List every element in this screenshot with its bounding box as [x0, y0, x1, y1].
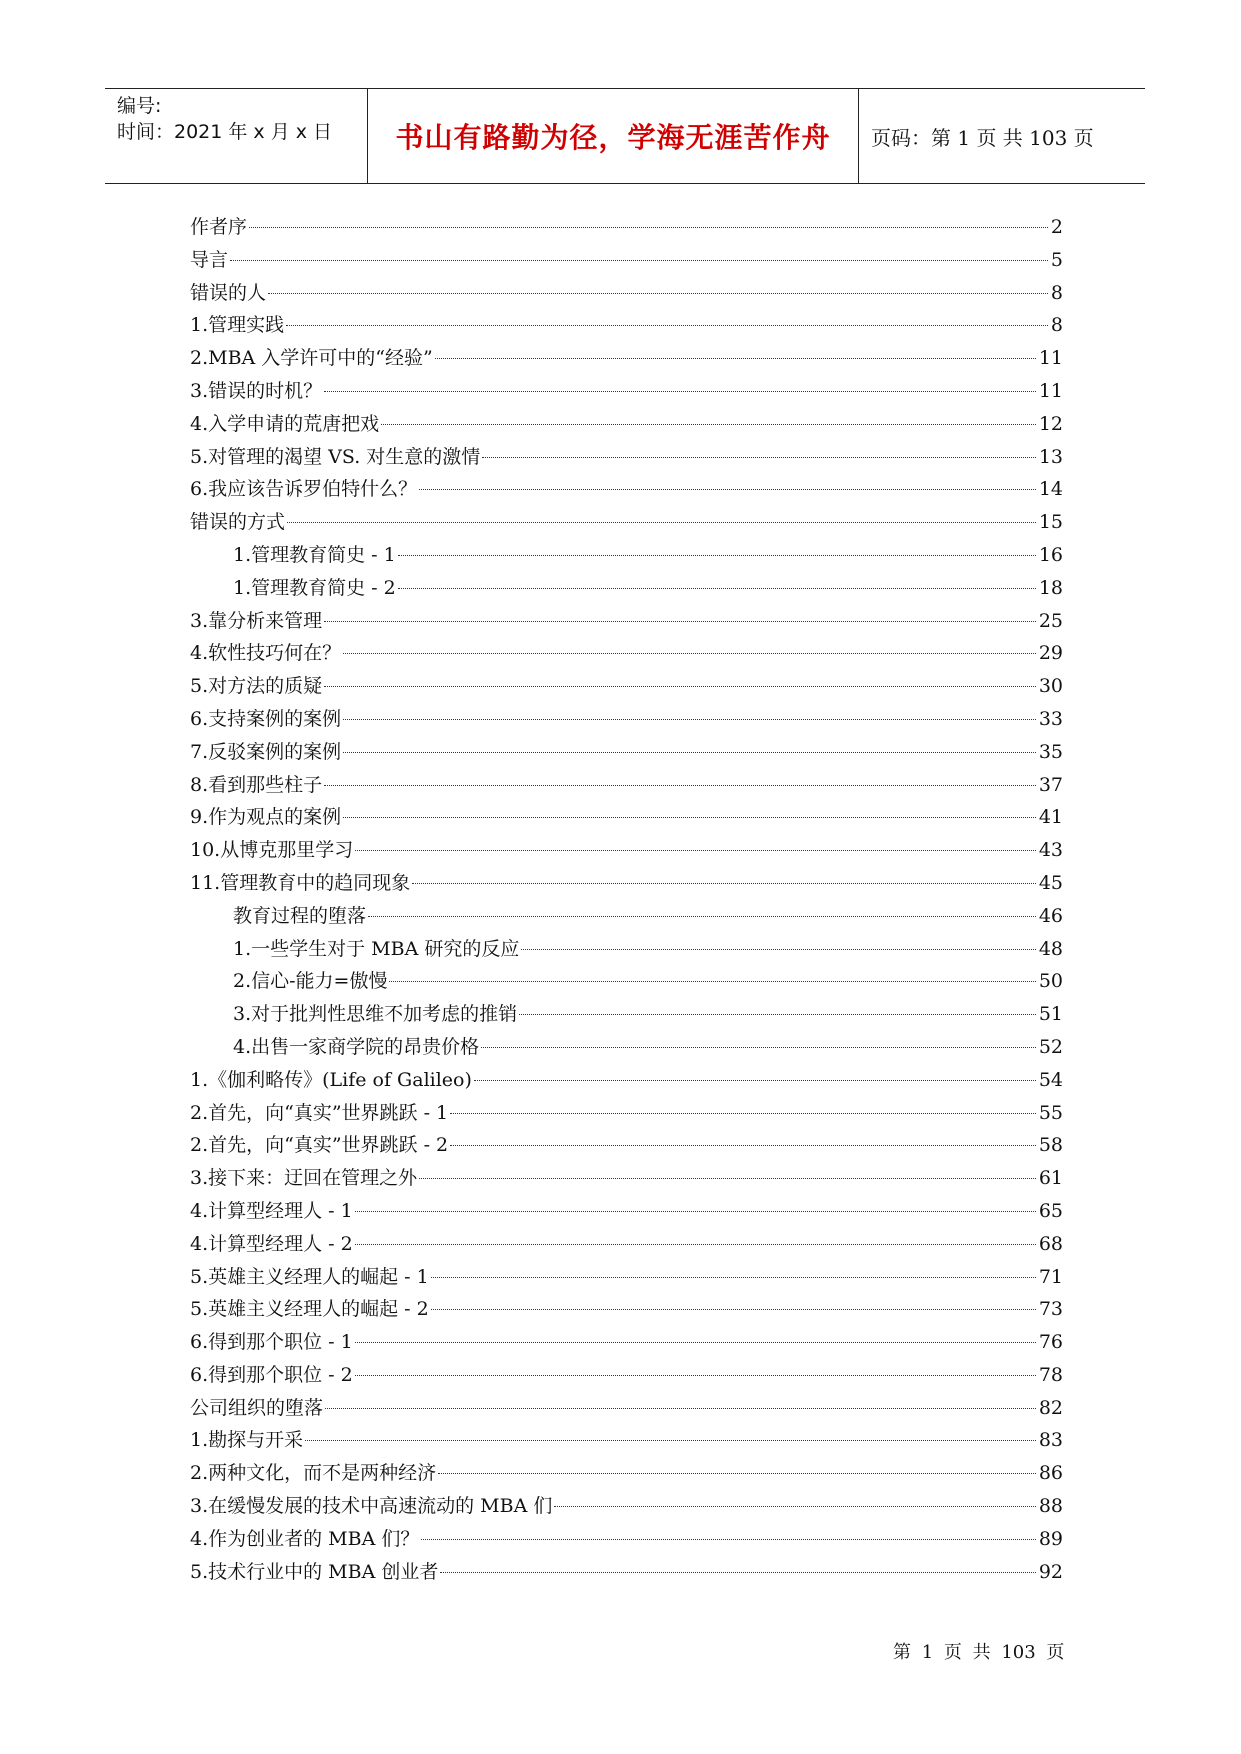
toc-entry-title: 4.计算型经理人 - 1 [190, 1199, 353, 1222]
toc-dot-leader [381, 424, 1036, 425]
toc-dot-leader [431, 1309, 1036, 1310]
toc-entry-title: 1.管理教育简史 - 2 [233, 576, 396, 599]
toc-dot-leader [355, 850, 1036, 851]
toc-dot-leader [249, 227, 1048, 228]
toc-entry-title: 错误的人 [190, 281, 267, 304]
toc-entry-title: 4.入学申请的荒唐把戏 [190, 412, 380, 435]
toc-entry[interactable] [190, 966, 1063, 999]
toc-entry-page: 86 [1038, 1462, 1063, 1485]
toc-entry-title: 4.计算型经理人 - 2 [190, 1232, 353, 1255]
toc-dot-leader [419, 489, 1036, 490]
toc-entry[interactable] [190, 901, 1063, 934]
page-header [105, 88, 1145, 184]
toc-dot-leader [343, 817, 1036, 818]
toc-entry-page: 11 [1038, 379, 1063, 402]
toc-entry[interactable] [190, 1491, 1063, 1524]
toc-dot-leader [355, 1342, 1036, 1343]
toc-entry-page: 29 [1038, 642, 1063, 665]
toc-entry-page: 2 [1050, 216, 1063, 238]
document-number-label: 编号: [117, 95, 162, 117]
toc-entry[interactable] [190, 1393, 1063, 1426]
toc-entry-page: 73 [1038, 1298, 1063, 1321]
toc-entry-title: 1.一些学生对于 MBA 研究的反应 [233, 937, 520, 960]
toc-entry-title: 错误的方式 [190, 511, 286, 534]
toc-dot-leader [521, 949, 1035, 950]
toc-entry-title: 10.从博克那里学习 [190, 839, 354, 862]
toc-entry-page: 58 [1038, 1134, 1063, 1157]
toc-dot-leader [287, 522, 1036, 523]
toc-dot-leader [450, 1145, 1036, 1146]
toc-entry-title: 6.我应该告诉罗伯特什么？ [190, 478, 418, 501]
toc-entry-title: 5.英雄主义经理人的崛起 - 1 [190, 1265, 429, 1288]
toc-entry[interactable] [190, 704, 1063, 737]
toc-entry-page: 8 [1050, 281, 1063, 304]
toc-entry[interactable] [190, 835, 1063, 868]
toc-entry-page: 82 [1038, 1396, 1063, 1419]
toc-entry-title: 4.作为创业者的 MBA 们？ [190, 1527, 420, 1550]
toc-dot-leader [435, 358, 1036, 359]
toc-dot-leader [324, 391, 1036, 392]
toc-entry-title: 1.勘探与开采 [190, 1429, 304, 1452]
toc-entry-page: 12 [1038, 412, 1063, 435]
toc-dot-leader [286, 325, 1048, 326]
toc-entry-title: 2.首先，向“真实”世界跳跃 - 1 [190, 1101, 449, 1124]
toc-entry-page: 55 [1038, 1101, 1063, 1124]
toc-entry-page: 50 [1038, 970, 1063, 993]
toc-entry-page: 43 [1038, 839, 1063, 862]
toc-entry-title: 5.技术行业中的 MBA 创业者 [190, 1560, 439, 1583]
toc-entry[interactable] [190, 934, 1063, 967]
toc-entry[interactable] [190, 507, 1063, 540]
toc-entry-page: 33 [1038, 707, 1063, 730]
toc-dot-leader [412, 883, 1036, 884]
toc-entry-title: 3.靠分析来管理 [190, 609, 323, 632]
toc-entry-page: 61 [1038, 1167, 1063, 1190]
toc-entry-title: 导言 [190, 248, 229, 271]
toc-entry[interactable] [190, 737, 1063, 770]
toc-entry-title: 5.对管理的渴望 VS. 对生意的激情 [190, 445, 481, 468]
toc-entry-page: 51 [1038, 1003, 1063, 1026]
toc-entry-title: 7.反驳案例的案例 [190, 740, 342, 763]
toc-entry[interactable] [190, 1229, 1063, 1262]
toc-entry-page: 89 [1038, 1527, 1063, 1550]
toc-entry[interactable] [190, 1524, 1063, 1557]
toc-dot-leader [368, 916, 1036, 917]
toc-entry[interactable] [190, 1294, 1063, 1327]
toc-entry-title: 4.软性技巧何在？ [190, 642, 342, 665]
toc-entry[interactable] [190, 573, 1063, 606]
toc-entry[interactable] [190, 1130, 1063, 1163]
toc-entry[interactable] [190, 310, 1063, 343]
toc-dot-leader [481, 1047, 1036, 1048]
document-date: 时间：2021 年 x 月 x 日 [117, 121, 333, 143]
toc-entry[interactable] [190, 409, 1063, 442]
toc-entry-page: 83 [1038, 1429, 1063, 1452]
toc-dot-leader [440, 1572, 1035, 1573]
toc-dot-leader [419, 1178, 1036, 1179]
toc-entry-title: 11.管理教育中的趋同现象 [190, 871, 411, 894]
toc-dot-leader [431, 1277, 1036, 1278]
toc-entry[interactable] [190, 1327, 1063, 1360]
toc-entry-page: 78 [1038, 1363, 1063, 1386]
toc-entry-page: 18 [1038, 576, 1063, 599]
toc-dot-leader [438, 1473, 1036, 1474]
toc-entry[interactable] [190, 1065, 1063, 1098]
toc-entry-title: 公司组织的堕落 [190, 1396, 324, 1419]
toc-dot-leader [268, 293, 1048, 294]
toc-entry-page: 76 [1038, 1331, 1063, 1354]
toc-entry[interactable] [190, 1360, 1063, 1393]
toc-entry-page: 16 [1038, 543, 1063, 566]
toc-entry-title: 6.得到那个职位 - 2 [190, 1363, 353, 1386]
toc-dot-leader [554, 1506, 1035, 1507]
toc-entry[interactable] [190, 802, 1063, 835]
toc-dot-leader [325, 1408, 1036, 1409]
toc-dot-leader [389, 981, 1035, 982]
toc-entry-page: 48 [1038, 937, 1063, 960]
toc-entry-title: 3.对于批判性思维不加考虑的推销 [233, 1003, 518, 1026]
toc-entry-page: 65 [1038, 1199, 1063, 1222]
header-meta [105, 89, 368, 183]
toc-entry-title: 2.首先，向“真实”世界跳跃 - 2 [190, 1134, 449, 1157]
toc-entry-title: 3.接下来：迂回在管理之外 [190, 1167, 418, 1190]
toc-entry[interactable] [190, 1032, 1063, 1065]
toc-dot-leader [305, 1440, 1036, 1441]
toc-entry-page: 71 [1038, 1265, 1063, 1288]
toc-entry[interactable] [190, 999, 1063, 1032]
toc-dot-leader [398, 555, 1036, 556]
page-footer: 第 1 页 共 103 页 [893, 1642, 1065, 1663]
toc-entry[interactable] [190, 540, 1063, 573]
toc-entry-title: 6.得到那个职位 - 1 [190, 1331, 353, 1354]
toc-entry-title: 2.MBA 入学许可中的“经验” [190, 347, 433, 370]
header-page-info: 页码：第 1 页 共 103 页 [871, 125, 1094, 150]
toc-entry-page: 92 [1038, 1560, 1063, 1583]
toc-entry-page: 35 [1038, 740, 1063, 763]
toc-entry-page: 68 [1038, 1232, 1063, 1255]
toc-entry-page: 8 [1050, 314, 1063, 337]
toc-entry[interactable] [190, 1557, 1063, 1590]
toc-entry[interactable] [190, 474, 1063, 507]
toc-dot-leader [355, 1211, 1036, 1212]
toc-dot-leader [324, 785, 1036, 786]
toc-entry[interactable] [190, 376, 1063, 409]
toc-dot-leader [343, 719, 1036, 720]
toc-entry-page: 46 [1038, 904, 1063, 927]
toc-entry-page: 41 [1038, 806, 1063, 829]
toc-entry-title: 5.对方法的质疑 [190, 675, 323, 698]
toc-entry-title: 1.管理教育简史 - 1 [233, 543, 396, 566]
toc-entry-page: 88 [1038, 1495, 1063, 1518]
toc-entry[interactable] [190, 278, 1063, 311]
toc-dot-leader [324, 621, 1036, 622]
toc-entry-title: 2.信心-能力=傲慢 [233, 970, 388, 993]
toc-dot-leader [355, 1244, 1036, 1245]
toc-entry-title: 作者序 [190, 216, 248, 238]
toc-entry[interactable] [190, 671, 1063, 704]
toc-entry-title: 5.英雄主义经理人的崛起 - 2 [190, 1298, 429, 1321]
toc-entry-title: 4.出售一家商学院的昂贵价格 [233, 1035, 480, 1058]
toc-dot-leader [421, 1539, 1035, 1540]
toc-entry-title: 9.作为观点的案例 [190, 806, 342, 829]
toc-entry-page: 13 [1038, 445, 1063, 468]
toc-dot-leader [324, 686, 1036, 687]
toc-entry[interactable] [190, 1098, 1063, 1131]
toc-entry[interactable] [190, 606, 1063, 639]
header-motto: 书山有路勤为径，学海无涯苦作舟 [368, 89, 859, 183]
toc-entry-title: 教育过程的堕落 [233, 904, 367, 927]
toc-dot-leader [343, 653, 1036, 654]
toc-entry-page: 45 [1038, 871, 1063, 894]
toc-entry[interactable] [190, 212, 1063, 245]
toc-entry[interactable] [190, 638, 1063, 671]
toc-entry-title: 1.管理实践 [190, 314, 285, 337]
table-of-contents [190, 212, 1063, 1589]
toc-entry-page: 15 [1038, 511, 1063, 534]
toc-entry[interactable] [190, 1458, 1063, 1491]
toc-entry[interactable] [190, 343, 1063, 376]
toc-entry[interactable] [190, 1196, 1063, 1229]
toc-entry[interactable] [190, 1163, 1063, 1196]
toc-dot-leader [519, 1014, 1036, 1015]
toc-dot-leader [398, 588, 1036, 589]
toc-dot-leader [482, 457, 1036, 458]
toc-dot-leader [355, 1375, 1036, 1376]
toc-entry-page: 5 [1050, 248, 1063, 271]
toc-entry-title: 8.看到那些柱子 [190, 773, 323, 796]
toc-dot-leader [450, 1113, 1036, 1114]
toc-entry-title: 1.《伽利略传》(Life of Galileo) [190, 1068, 472, 1091]
toc-entry-page: 37 [1038, 773, 1063, 796]
toc-entry-page: 30 [1038, 675, 1063, 698]
toc-entry[interactable] [190, 1262, 1063, 1295]
toc-entry[interactable] [190, 770, 1063, 803]
toc-entry-title: 6.支持案例的案例 [190, 707, 342, 730]
toc-entry[interactable] [190, 245, 1063, 278]
toc-dot-leader [343, 752, 1036, 753]
toc-entry-page: 11 [1038, 347, 1063, 370]
toc-dot-leader [474, 1080, 1036, 1081]
toc-entry-page: 54 [1038, 1068, 1063, 1091]
toc-entry-page: 52 [1038, 1035, 1063, 1058]
toc-entry[interactable] [190, 1425, 1063, 1458]
toc-entry[interactable] [190, 868, 1063, 901]
toc-entry-title: 3.在缓慢发展的技术中高速流动的 MBA 们 [190, 1495, 553, 1518]
toc-dot-leader [230, 260, 1048, 261]
toc-entry-page: 14 [1038, 478, 1063, 501]
toc-entry[interactable] [190, 442, 1063, 475]
toc-entry-title: 3.错误的时机？ [190, 379, 323, 402]
toc-entry-title: 2.两种文化，而不是两种经济 [190, 1462, 437, 1485]
toc-entry-page: 25 [1038, 609, 1063, 632]
